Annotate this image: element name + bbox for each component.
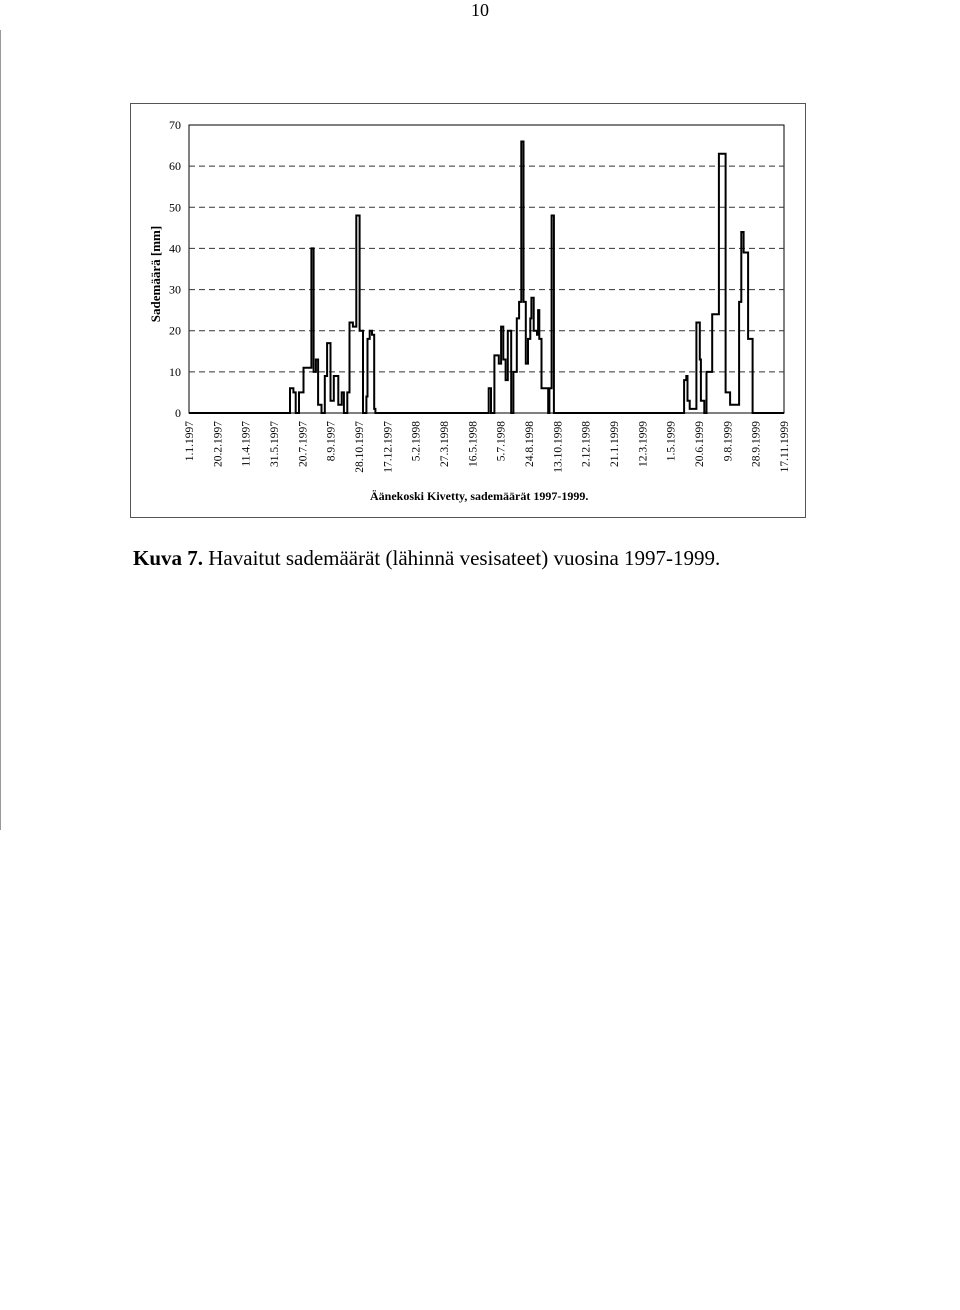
y-tick-label: 70 <box>169 118 181 132</box>
x-tick-label: 1.1.1997 <box>184 421 196 462</box>
x-tick-label: 27.3.1998 <box>439 421 451 467</box>
plot-area-border <box>189 125 784 413</box>
x-tick-label: 1.5.1999 <box>665 421 678 462</box>
y-tick-label: 60 <box>169 159 181 174</box>
x-tick-label: 20.6.1999 <box>694 421 706 467</box>
x-tick-label: 21.1.1999 <box>609 421 621 467</box>
scan-edge-line <box>0 30 1 830</box>
x-tick-label: 17.11.1999 <box>779 421 791 473</box>
x-tick-label: 13.10.1998 <box>552 421 565 473</box>
chart-title: Äänekoski Kivetty, sademäärät 1997-1999. <box>370 489 589 503</box>
x-tick-label: 24.8.1998 <box>524 421 536 467</box>
x-tick-label: 5.7.1998 <box>495 421 508 462</box>
x-tick-label: 12.3.1999 <box>637 421 650 467</box>
y-tick-label: 30 <box>169 282 181 297</box>
y-tick-label: 10 <box>169 364 181 379</box>
y-tick-label: 50 <box>169 200 181 215</box>
y-axis-label: Sademäärä [mm] <box>148 225 163 323</box>
chart-frame <box>130 103 806 518</box>
figure-caption <box>133 546 720 571</box>
x-tick-label: 17.12.1997 <box>382 421 395 473</box>
precipitation-chart <box>131 104 807 519</box>
x-tick-label: 20.2.1997 <box>212 421 225 467</box>
x-tick-label: 31.5.1997 <box>269 421 281 467</box>
caption-text: Havaitut sademäärät (lähinnä vesisateet) vuosina 1997-1999. <box>208 546 721 570</box>
page-number: 10 <box>471 0 489 20</box>
x-tick-label: 9.8.1999 <box>722 421 735 462</box>
x-tick-label: 28.9.1999 <box>750 421 763 467</box>
grid-lines <box>189 166 784 372</box>
x-tick-labels <box>184 421 791 473</box>
x-tick-label: 8.9.1997 <box>325 421 338 462</box>
y-tick-label: 20 <box>169 323 181 338</box>
x-tick-label: 5.2.1998 <box>410 421 423 462</box>
x-tick-label: 28.10.1997 <box>354 421 366 473</box>
caption-label: Kuva 7. <box>133 546 204 570</box>
y-tick-labels <box>169 118 181 420</box>
x-tick-label: 20.7.1997 <box>297 421 310 467</box>
y-tick-label: 0 <box>175 406 181 420</box>
x-tick-label: 2.12.1998 <box>580 421 593 467</box>
x-tick-label: 16.5.1998 <box>467 421 480 467</box>
y-tick-label: 40 <box>169 241 181 256</box>
x-tick-label: 11.4.1997 <box>240 421 253 467</box>
